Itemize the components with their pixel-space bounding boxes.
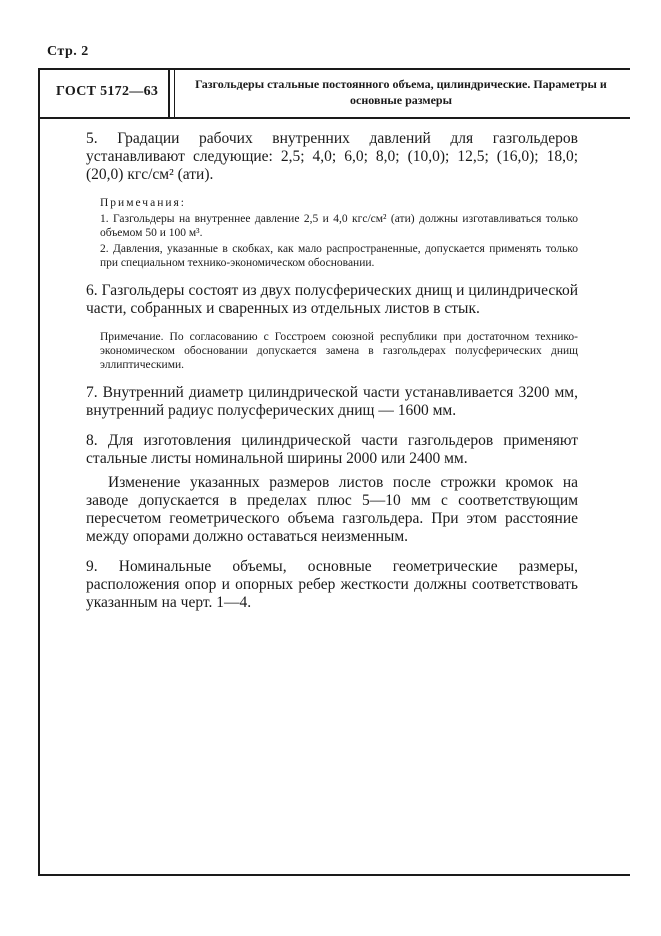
- notes-block: [86, 196, 578, 270]
- standard-title: Газгольдеры стальные постоянного объема, цилиндрические. Параметры и основные размеры: [195, 77, 607, 107]
- header-top-rule: [38, 68, 630, 70]
- paragraph-9: 9. Номинальные объемы, основные геометрические размеры, расположения опор и опорных ребер жесткости должны соответствовать указанным на черт. 1—4.: [86, 558, 578, 611]
- standard-code: ГОСТ 5172—63: [56, 84, 159, 99]
- paragraph-6: 6. Газгольдеры состоят из двух полусферических днищ и цилиндрической части, собранных и сваренных из отдельных листов в стык.: [86, 282, 578, 317]
- paragraph-5: 5. Градации рабочих внутренних давлений для газгольдеров устанавливают следующие: 2,5; 4,0; 6,0; 8,0; (10,0); 12,5; (16,0); 18,0; (20,0) кгс/см² (ати).: [86, 130, 578, 183]
- paragraph-8-continued: Изменение указанных размеров листов после строжки кромок на заводе допускается в пределах плюс 5—10 мм с соответствующим пересчетом геометрического объема газгольдера. При этом расстояние между опорами должно оставаться неизменным.: [86, 474, 578, 545]
- header-divider: [168, 68, 170, 119]
- note-2: 2. Давления, указанные в скобках, как мало распространенные, допускается применять только при специальном технико-экономическом обосновании.: [100, 243, 578, 269]
- page-number: Стр. 2: [47, 44, 89, 59]
- paragraph-7: 7. Внутренний диаметр цилиндрической части устанавливается 3200 мм, внутренний радиус полусферических днищ — 1600 мм.: [86, 384, 578, 419]
- notes-title: Примечания:: [100, 197, 186, 209]
- header-divider-thin: [174, 68, 175, 119]
- header-bottom-rule: [38, 117, 630, 119]
- left-frame-rule: [38, 68, 40, 876]
- note-paragraph-6: [86, 330, 578, 372]
- paragraph-8: 8. Для изготовления цилиндрической части газгольдеров применяют стальные листы номинальной ширины 2000 или 2400 мм.: [86, 432, 578, 467]
- document-body: [86, 130, 578, 624]
- note-1: 1. Газгольдеры на внутреннее давление 2,5 и 4,0 кгс/см² (ати) должны изготавливаться только объемом 50 и 100 м³.: [100, 213, 578, 239]
- note-6-text: Примечание. По согласованию с Госстроем союзной республики при достаточном технико-экономическом обосновании допускается замена в газгольдерах полусферических днищ эллиптическими.: [100, 331, 578, 371]
- bottom-frame-rule: [38, 874, 630, 876]
